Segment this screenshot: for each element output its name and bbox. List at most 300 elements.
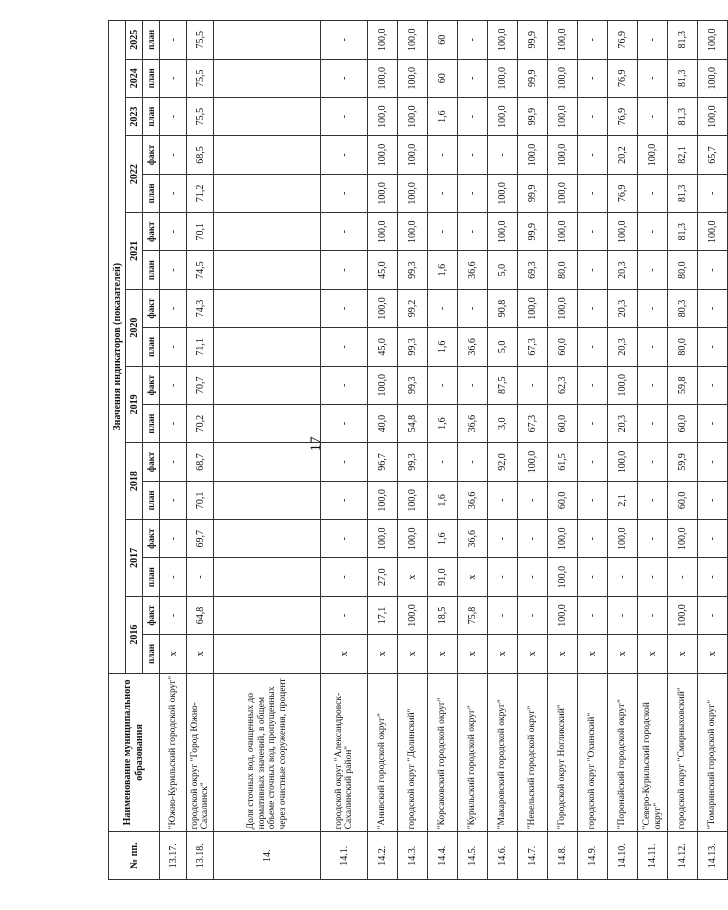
value-cell: 5,0 <box>488 328 518 366</box>
value-cell: - <box>638 174 668 212</box>
value-cell: 100,0 <box>368 174 398 212</box>
value-cell: 100,0 <box>368 59 398 97</box>
value-cell: - <box>698 289 728 327</box>
value-cell: 20,3 <box>608 251 638 289</box>
row-number: 14.1. <box>321 832 368 880</box>
value-cell: 74,3 <box>187 289 214 327</box>
value-cell: - <box>638 59 668 97</box>
value-cell: 100,0 <box>488 213 518 251</box>
table-row <box>458 21 488 880</box>
value-cell <box>214 596 321 634</box>
value-cell: х <box>398 558 428 596</box>
row-name: "Невельский городской округ" <box>518 673 548 832</box>
value-cell: - <box>638 328 668 366</box>
value-cell: - <box>698 443 728 481</box>
value-cell <box>214 289 321 327</box>
value-cell: 60 <box>428 59 458 97</box>
value-cell: - <box>458 174 488 212</box>
header-name: Наименование муниципального образования <box>109 673 160 832</box>
table-row <box>578 21 608 880</box>
value-cell: х <box>398 635 428 673</box>
value-cell: - <box>578 251 608 289</box>
value-cell: 100,0 <box>488 97 518 135</box>
value-cell: - <box>458 289 488 327</box>
value-cell: - <box>698 328 728 366</box>
value-cell: - <box>160 289 187 327</box>
value-cell: - <box>638 520 668 558</box>
table-row <box>368 21 398 880</box>
value-cell: 100,0 <box>608 520 638 558</box>
value-cell: 27,0 <box>368 558 398 596</box>
value-cell: - <box>321 59 368 97</box>
table-row <box>518 21 548 880</box>
year-2016: 2016 <box>126 596 143 673</box>
value-cell: - <box>160 213 187 251</box>
value-cell: х <box>518 635 548 673</box>
value-cell: - <box>638 558 668 596</box>
value-cell: 100,0 <box>398 59 428 97</box>
value-cell: - <box>321 520 368 558</box>
value-cell: 60 <box>428 21 458 60</box>
value-cell: - <box>160 520 187 558</box>
value-cell: - <box>160 97 187 135</box>
row-name: "Макаровский городской округ" <box>488 673 518 832</box>
value-cell: 75,5 <box>187 59 214 97</box>
subheader-plan: план <box>143 251 160 289</box>
table-row <box>187 21 214 880</box>
value-cell: 99,3 <box>398 251 428 289</box>
value-cell: - <box>698 251 728 289</box>
value-cell: 100,0 <box>518 136 548 174</box>
row-number: 14.10. <box>608 832 638 880</box>
subheader-plan: план <box>143 97 160 135</box>
value-cell: 96,7 <box>368 443 398 481</box>
value-cell: 99,3 <box>398 443 428 481</box>
value-cell <box>214 366 321 404</box>
value-cell: - <box>321 558 368 596</box>
subheader-plan: план <box>143 481 160 519</box>
value-cell: 60,0 <box>548 404 578 442</box>
value-cell: - <box>578 481 608 519</box>
value-cell: 36,6 <box>458 481 488 519</box>
value-cell: х <box>160 635 187 673</box>
value-cell: - <box>578 558 608 596</box>
subheader-fact: факт <box>143 596 160 634</box>
value-cell: - <box>638 596 668 634</box>
value-cell: 87,5 <box>488 366 518 404</box>
value-cell: - <box>187 558 214 596</box>
row-number: 13.18. <box>187 832 214 880</box>
value-cell: 45,0 <box>368 251 398 289</box>
value-cell: 90,8 <box>488 289 518 327</box>
value-cell: 81,3 <box>668 21 698 60</box>
value-cell: 70,2 <box>187 404 214 442</box>
value-cell: 100,0 <box>488 59 518 97</box>
row-name: "Северо-Курильский городской округ" <box>638 673 668 832</box>
subheader-fact: факт <box>143 289 160 327</box>
table-row <box>488 21 518 880</box>
subheader-fact: факт <box>143 136 160 174</box>
table-row <box>608 21 638 880</box>
value-cell <box>214 136 321 174</box>
value-cell: 36,6 <box>458 404 488 442</box>
value-cell: - <box>698 404 728 442</box>
value-cell: 59,8 <box>668 366 698 404</box>
value-cell: х <box>458 558 488 596</box>
value-cell: 3,0 <box>488 404 518 442</box>
value-cell <box>214 59 321 97</box>
value-cell: - <box>518 481 548 519</box>
value-cell: - <box>578 404 608 442</box>
subheader-fact: факт <box>143 366 160 404</box>
value-cell: 100,0 <box>698 21 728 60</box>
value-cell: 81,3 <box>668 174 698 212</box>
value-cell: - <box>638 21 668 60</box>
value-cell: - <box>321 404 368 442</box>
value-cell: х <box>368 635 398 673</box>
value-cell: - <box>698 558 728 596</box>
table-body <box>160 21 728 880</box>
value-cell: 100,0 <box>548 213 578 251</box>
value-cell: 100,0 <box>698 59 728 97</box>
row-number: 14.9. <box>578 832 608 880</box>
value-cell: 100,0 <box>548 59 578 97</box>
value-cell: - <box>518 558 548 596</box>
value-cell: 76,9 <box>608 97 638 135</box>
value-cell: 100,0 <box>698 213 728 251</box>
value-cell: 71,1 <box>187 328 214 366</box>
value-cell: 64,8 <box>187 596 214 634</box>
year-2022: 2022 <box>126 136 143 213</box>
value-cell: 100,0 <box>608 443 638 481</box>
value-cell: 36,6 <box>458 251 488 289</box>
table-row <box>428 21 458 880</box>
value-cell <box>214 481 321 519</box>
year-2020: 2020 <box>126 289 143 366</box>
value-cell: 65,7 <box>698 136 728 174</box>
subheader-fact: факт <box>143 213 160 251</box>
value-cell: - <box>668 558 698 596</box>
value-cell: х <box>668 635 698 673</box>
table-row <box>214 21 321 880</box>
subheader-plan: план <box>143 558 160 596</box>
row-number: 14.5. <box>458 832 488 880</box>
value-cell: 100,0 <box>608 213 638 251</box>
value-cell: 60,0 <box>668 481 698 519</box>
value-cell: - <box>638 404 668 442</box>
value-cell: 80,0 <box>668 328 698 366</box>
value-cell: - <box>428 443 458 481</box>
value-cell <box>214 635 321 673</box>
row-number: 14.11. <box>638 832 668 880</box>
value-cell: - <box>578 520 608 558</box>
value-cell: - <box>488 481 518 519</box>
value-cell: - <box>160 59 187 97</box>
value-cell: 100,0 <box>398 520 428 558</box>
value-cell: 92,0 <box>488 443 518 481</box>
value-cell: 100,0 <box>638 136 668 174</box>
value-cell: 80,0 <box>548 251 578 289</box>
value-cell: 70,1 <box>187 481 214 519</box>
value-cell: - <box>321 97 368 135</box>
table-row <box>668 21 698 880</box>
value-cell <box>214 251 321 289</box>
value-cell: х <box>428 635 458 673</box>
table-row <box>321 21 368 880</box>
header-row-group <box>109 21 126 880</box>
row-name: городской округ "Смирныховский" <box>668 673 698 832</box>
value-cell: - <box>578 174 608 212</box>
subheader-fact: факт <box>143 443 160 481</box>
value-cell: х <box>321 635 368 673</box>
value-cell <box>214 443 321 481</box>
value-cell: 76,9 <box>608 174 638 212</box>
value-cell <box>214 213 321 251</box>
value-cell: 45,0 <box>368 328 398 366</box>
value-cell: 100,0 <box>698 97 728 135</box>
value-cell: - <box>321 136 368 174</box>
value-cell: - <box>698 174 728 212</box>
value-cell: х <box>578 635 608 673</box>
row-name: "Южно-Курильский городской округ" <box>160 673 187 832</box>
value-cell: 40,0 <box>368 404 398 442</box>
value-cell: 100,0 <box>668 520 698 558</box>
value-cell: - <box>321 443 368 481</box>
value-cell: 100,0 <box>488 21 518 60</box>
value-cell: 59,9 <box>668 443 698 481</box>
value-cell: - <box>321 596 368 634</box>
value-cell: 1,6 <box>428 404 458 442</box>
value-cell: - <box>321 328 368 366</box>
year-2023: 2023 <box>126 97 143 135</box>
value-cell: 81,3 <box>668 59 698 97</box>
subheader-plan: план <box>143 59 160 97</box>
row-name: городской округ "Город Южно-Сахалинск" <box>187 673 214 832</box>
value-cell: - <box>638 443 668 481</box>
value-cell: 36,6 <box>458 328 488 366</box>
row-name: Доля сточных вод, очищенных до нормативных значений, в общем объеме сточных вод, пропущенных через очистные сооружения, процент <box>214 673 321 832</box>
value-cell: - <box>698 520 728 558</box>
row-number: 14.3. <box>398 832 428 880</box>
value-cell: 68,5 <box>187 136 214 174</box>
value-cell: 100,0 <box>548 21 578 60</box>
value-cell: 100,0 <box>548 289 578 327</box>
row-name: "Анивский городской округ" <box>368 673 398 832</box>
value-cell: - <box>458 443 488 481</box>
value-cell: - <box>488 558 518 596</box>
value-cell: - <box>428 174 458 212</box>
value-cell: 60,0 <box>548 328 578 366</box>
row-number: 14.4. <box>428 832 458 880</box>
value-cell: - <box>458 136 488 174</box>
value-cell: х <box>187 635 214 673</box>
value-cell: 70,7 <box>187 366 214 404</box>
value-cell <box>214 21 321 60</box>
subheader-fact: факт <box>143 520 160 558</box>
value-cell: х <box>638 635 668 673</box>
value-cell: 20,3 <box>608 404 638 442</box>
value-cell: х <box>458 635 488 673</box>
value-cell: - <box>488 596 518 634</box>
value-cell: 1,6 <box>428 481 458 519</box>
value-cell: - <box>578 213 608 251</box>
value-cell: 99,9 <box>518 97 548 135</box>
value-cell: 18,5 <box>428 596 458 634</box>
value-cell: 54,8 <box>398 404 428 442</box>
page-number: 17 <box>308 436 324 452</box>
value-cell: - <box>321 481 368 519</box>
year-2024: 2024 <box>126 59 143 97</box>
value-cell: 76,9 <box>608 21 638 60</box>
value-cell: - <box>321 21 368 60</box>
value-cell: 76,9 <box>608 59 638 97</box>
year-2018: 2018 <box>126 443 143 520</box>
value-cell: 99,3 <box>398 328 428 366</box>
value-cell: - <box>160 366 187 404</box>
value-cell: 100,0 <box>608 366 638 404</box>
row-number: 13.17. <box>160 832 187 880</box>
value-cell <box>214 520 321 558</box>
value-cell: - <box>160 136 187 174</box>
row-name: городской округ "Александровск-Сахалинский район" <box>321 673 368 832</box>
value-cell: - <box>578 136 608 174</box>
value-cell: - <box>488 136 518 174</box>
value-cell: - <box>321 251 368 289</box>
value-cell: 20,2 <box>608 136 638 174</box>
value-cell: 1,6 <box>428 520 458 558</box>
value-cell: 100,0 <box>368 366 398 404</box>
value-cell: 100,0 <box>368 21 398 60</box>
value-cell: 74,5 <box>187 251 214 289</box>
row-name: "Томаринский городской округ" <box>698 673 728 832</box>
value-cell: х <box>698 635 728 673</box>
value-cell: 75,5 <box>187 21 214 60</box>
value-cell: 36,6 <box>458 520 488 558</box>
value-cell: - <box>578 59 608 97</box>
value-cell: 100,0 <box>518 289 548 327</box>
row-name: "Курильский городской округ" <box>458 673 488 832</box>
value-cell: 100,0 <box>368 520 398 558</box>
value-cell: - <box>160 596 187 634</box>
value-cell: 1,6 <box>428 328 458 366</box>
value-cell: - <box>518 520 548 558</box>
value-cell: 100,0 <box>398 97 428 135</box>
value-cell: - <box>638 481 668 519</box>
row-name: "Корсаковский городской округ" <box>428 673 458 832</box>
value-cell: - <box>428 366 458 404</box>
row-number: 14.6. <box>488 832 518 880</box>
value-cell: 69,7 <box>187 520 214 558</box>
value-cell: 20,3 <box>608 328 638 366</box>
subheader-plan: план <box>143 328 160 366</box>
value-cell: - <box>638 366 668 404</box>
value-cell: - <box>458 21 488 60</box>
value-cell: 100,0 <box>548 97 578 135</box>
value-cell: 67,3 <box>518 328 548 366</box>
value-cell: - <box>518 366 548 404</box>
value-cell: - <box>160 404 187 442</box>
value-cell: 2,1 <box>608 481 638 519</box>
value-cell: 20,3 <box>608 289 638 327</box>
value-cell: 5,0 <box>488 251 518 289</box>
row-number: 14.12. <box>668 832 698 880</box>
row-number: 14.13. <box>698 832 728 880</box>
rotated-table-container <box>108 20 718 880</box>
table-row <box>160 21 187 880</box>
value-cell: 67,3 <box>518 404 548 442</box>
value-cell: 100,0 <box>368 97 398 135</box>
row-number: 14.7. <box>518 832 548 880</box>
value-cell <box>214 328 321 366</box>
value-cell: - <box>458 213 488 251</box>
value-cell: 61,5 <box>548 443 578 481</box>
value-cell: - <box>321 174 368 212</box>
value-cell: - <box>638 289 668 327</box>
value-cell: 100,0 <box>548 596 578 634</box>
value-cell: х <box>548 635 578 673</box>
value-cell: 80,3 <box>668 289 698 327</box>
table-row <box>548 21 578 880</box>
value-cell: - <box>518 596 548 634</box>
value-cell: 100,0 <box>548 520 578 558</box>
value-cell: 100,0 <box>488 174 518 212</box>
value-cell: - <box>458 59 488 97</box>
value-cell: 100,0 <box>398 596 428 634</box>
value-cell: х <box>608 635 638 673</box>
row-number: 14.2. <box>368 832 398 880</box>
value-cell: - <box>458 366 488 404</box>
value-cell: 99,2 <box>398 289 428 327</box>
value-cell: 100,0 <box>548 558 578 596</box>
value-cell: 100,0 <box>548 136 578 174</box>
value-cell: - <box>160 558 187 596</box>
table-row <box>698 21 728 880</box>
value-cell: - <box>638 251 668 289</box>
value-cell: 82,1 <box>668 136 698 174</box>
value-cell <box>214 97 321 135</box>
subheader-plan: план <box>143 404 160 442</box>
value-cell: - <box>160 251 187 289</box>
value-cell: 100,0 <box>668 596 698 634</box>
value-cell: - <box>428 136 458 174</box>
indicators-table <box>108 20 728 880</box>
row-name: "Городской округ Ногликский" <box>548 673 578 832</box>
subheader-plan: план <box>143 635 160 673</box>
value-cell: 99,9 <box>518 21 548 60</box>
row-number: 14. <box>214 832 321 880</box>
value-cell: 100,0 <box>398 136 428 174</box>
value-cell: 100,0 <box>398 481 428 519</box>
subheader-plan: план <box>143 21 160 60</box>
value-cell: 80,0 <box>668 251 698 289</box>
row-name: "Поронайский городской округ" <box>608 673 638 832</box>
table-row <box>638 21 668 880</box>
year-2021: 2021 <box>126 213 143 290</box>
value-cell: - <box>638 213 668 251</box>
row-name: городской округ "Охинский" <box>578 673 608 832</box>
value-cell: 81,3 <box>668 97 698 135</box>
value-cell: - <box>160 174 187 212</box>
value-cell: 71,2 <box>187 174 214 212</box>
value-cell: - <box>321 213 368 251</box>
year-2017: 2017 <box>126 520 143 597</box>
value-cell: - <box>160 481 187 519</box>
value-cell: - <box>428 213 458 251</box>
header-no: № пп. <box>109 832 160 880</box>
value-cell: - <box>578 289 608 327</box>
value-cell: - <box>608 596 638 634</box>
value-cell: 100,0 <box>368 481 398 519</box>
